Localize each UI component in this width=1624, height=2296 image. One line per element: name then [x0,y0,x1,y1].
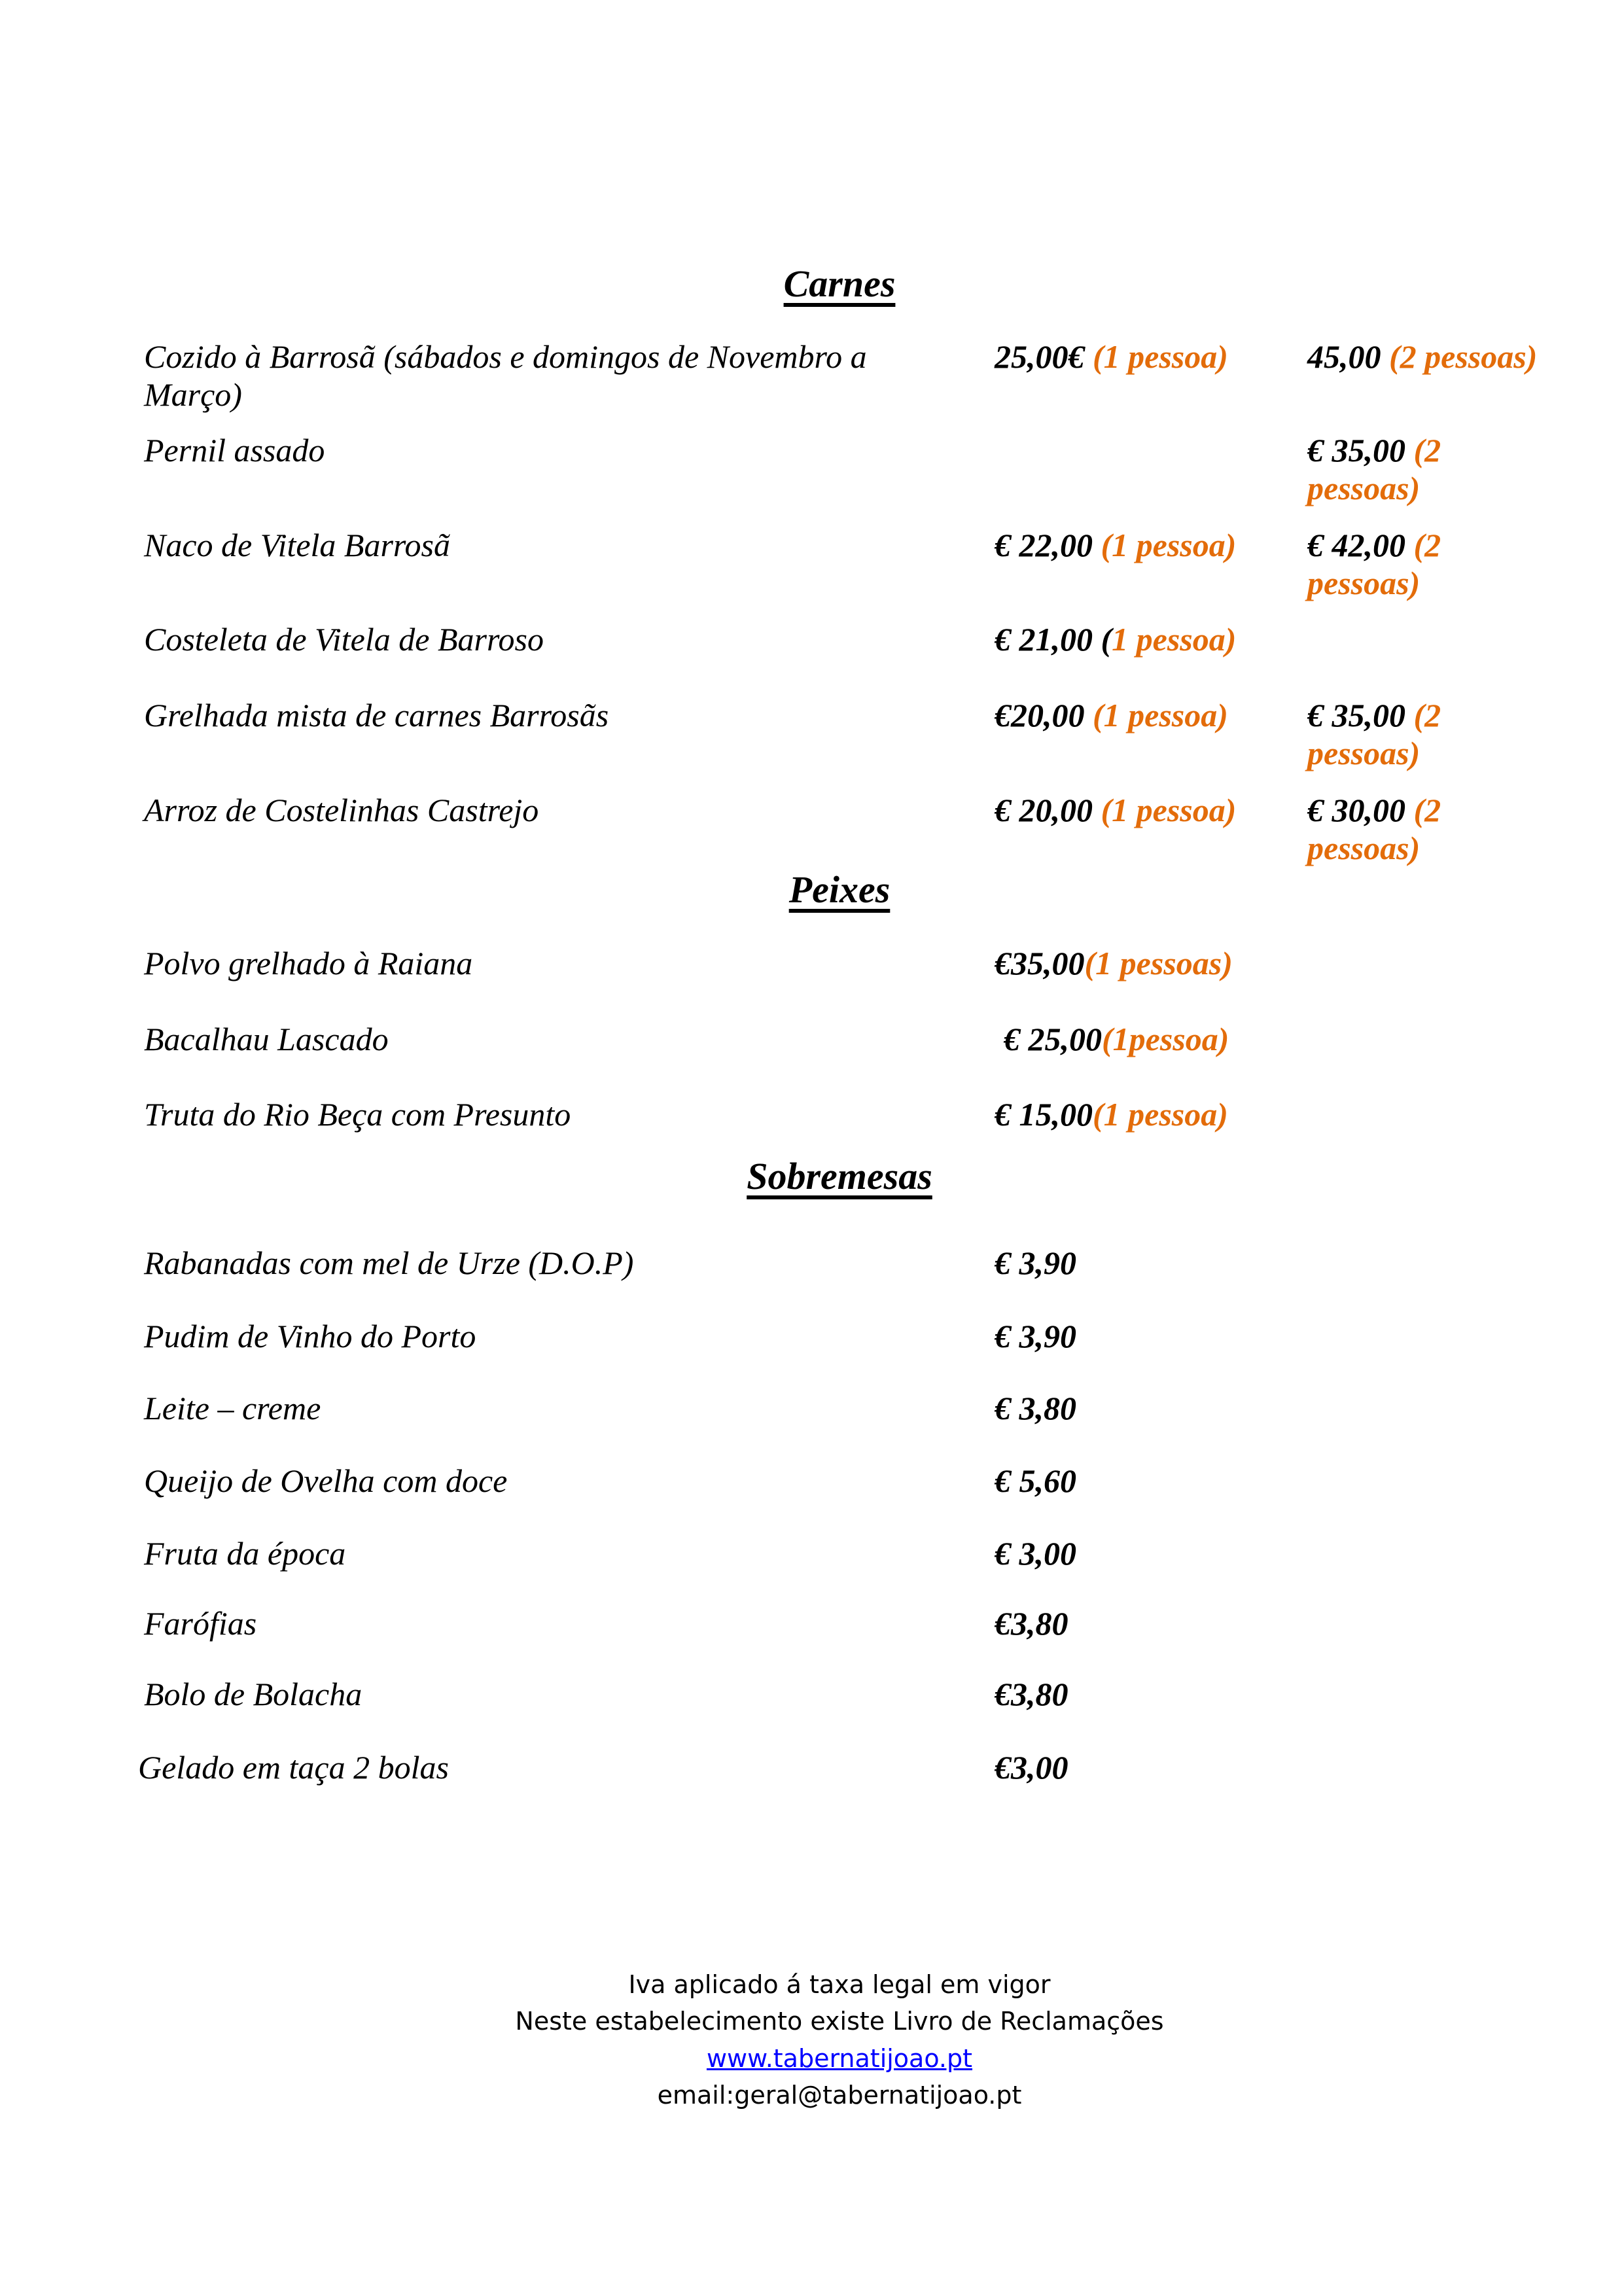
menu-item-name: Polvo grelhado à Raiana [144,945,473,981]
menu-item-price-single [995,1095,1228,1133]
price-note: (2 pessoas) [1307,432,1441,506]
menu-item-price-double [1307,431,1504,507]
menu-item-name: Cozido à Barrosã (sábados e domingos de Novembro a Março) [144,338,867,413]
price-value: € 21,00 ( [995,621,1112,658]
menu-item-price: € 3,90 [995,1245,1076,1281]
menu-item-name: Pudim de Vinho do Porto [144,1318,476,1354]
menu-item-price: € 3,80 [995,1390,1076,1426]
menu-item-name: Naco de Vitela Barrosã [144,527,450,563]
price-note: (1 pessoa) [1093,1096,1228,1133]
price-value: € 25,00 [1004,1021,1102,1057]
price-value: € 35,00 [1307,432,1405,468]
menu-item-name: Queijo de Ovelha com doce [144,1462,508,1499]
menu-item-price: €3,80 [995,1605,1068,1642]
menu-item-price-single [995,620,1236,658]
menu-item-price-single [995,696,1228,734]
price-note: (1 pessoa) [1101,527,1237,563]
menu-item-price: € 3,00 [995,1535,1076,1572]
menu-item-name: Costeleta de Vitela de Barroso [144,621,544,658]
price-value: € 30,00 [1307,792,1405,828]
price-note: (2 pessoas) [1307,792,1441,866]
menu-item-name: Rabanadas com mel de Urze (D.O.P) [144,1245,634,1281]
price-value: € 20,00 [995,792,1093,828]
menu-item-name: Arroz de Costelinhas Castrejo [144,792,539,828]
section-heading-sobremesas: Sobremesas [747,1155,932,1197]
price-note: (1 pessoa) [1093,697,1228,733]
price-value: € 15,00 [995,1096,1093,1133]
menu-item-price: € 3,90 [995,1318,1076,1354]
footer-iva-note: Iva aplicado á taxa legal em vigor [628,1970,1051,1999]
price-value: € 35,00 [1307,697,1405,733]
menu-item-name: Gelado em taça 2 bolas [138,1749,449,1786]
section-heading-peixes: Peixes [788,868,891,911]
menu-item-price-single [995,944,1233,982]
price-value: 45,00 [1307,338,1381,375]
menu-item-price: € 5,60 [995,1462,1076,1499]
price-value: 25,00€ [995,338,1085,375]
price-note: (2 pessoas) [1307,527,1441,601]
menu-item-price: €3,00 [995,1749,1068,1786]
menu-item-price-double [1307,791,1504,867]
menu-item-name: Bacalhau Lascado [144,1021,389,1057]
price-note: (2 pessoas) [1389,338,1538,375]
menu-item-name: Leite – creme [144,1390,321,1426]
menu-item-name: Grelhada mista de carnes Barrosãs [144,697,609,733]
menu-item-name: Truta do Rio Beça com Presunto [144,1096,571,1133]
footer-website [0,2040,1624,2077]
price-note: (2 pessoas) [1307,697,1441,771]
menu-item-name: Fruta da época [144,1535,346,1572]
menu-item-name: Bolo de Bolacha [144,1676,362,1712]
footer-email: email:geral@tabernatijoao.pt [657,2081,1022,2110]
price-value: €20,00 [995,697,1085,733]
price-note: (1 pessoas) [1084,945,1233,981]
price-value: €35,00 [995,945,1085,981]
menu-item-name: Pernil assado [144,432,325,468]
menu-item-price-single [995,338,1228,376]
menu-item-price-single [1004,1020,1229,1058]
footer-complaints-book-note: Neste estabelecimento existe Livro de Reclamações [515,2007,1164,2036]
price-note: (1pessoa) [1102,1021,1229,1057]
price-note: (1 pessoa) [1101,792,1237,828]
website-link[interactable]: www.tabernatijoao.pt [706,2044,973,2073]
menu-item-price: €3,80 [995,1676,1068,1712]
menu-item-price-single [995,791,1236,829]
price-note: (1 pessoa) [1093,338,1228,375]
price-value: € 22,00 [995,527,1093,563]
price-note: 1 pessoa) [1112,621,1237,658]
menu-item-name: Farófias [144,1605,257,1642]
section-heading-carnes: Carnes [783,262,896,305]
menu-item-price-single [995,526,1236,564]
menu-item-price-double [1307,338,1537,376]
menu-item-price-double [1307,526,1504,602]
menu-item-price-double [1307,696,1504,772]
price-value: € 42,00 [1307,527,1405,563]
